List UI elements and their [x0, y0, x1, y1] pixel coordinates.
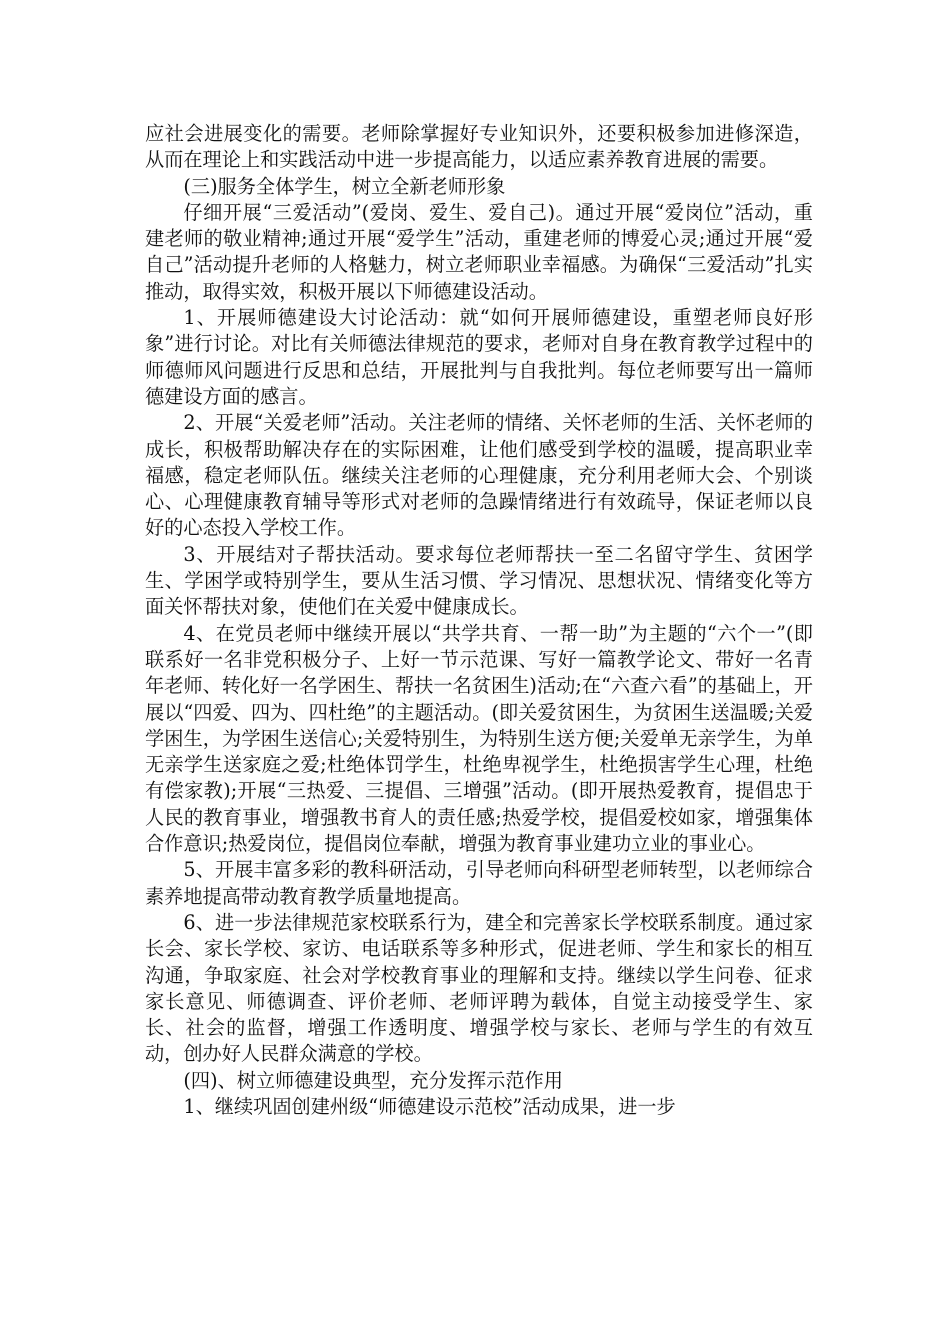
paragraph-continuation: 应社会进展变化的需要。老师除掌握好专业知识外，还要积极参加进修深造，从而在理论上和实践活动中进一步提高能力，以适应素养教育进展的需要。 [145, 122, 813, 172]
list-item-1: 1、开展师德建设大讨论活动：就“如何开展师德建设，重塑老师良好形象”进行讨论。对比有关师德法律规范的要求，老师对自身在教育教学过程中的师德师风问题进行反思和总结，开展批判与自我批判。每位老师要写出一篇师德建设方面的感言。 [145, 306, 813, 408]
section-heading-3: (三)服务全体学生，树立全新老师形象 [183, 174, 506, 198]
section-heading-4: (四)、树立师德建设典型，充分发挥示范作用 [183, 1068, 563, 1092]
list-item-2: 2、开展“关爱老师”活动。关注老师的情绪、关怀老师的生活、关怀老师的成长，积极帮助解决存在的实际困难，让他们感受到学校的温暖，提高职业幸福感，稳定老师队伍。继续关注老师的心理健康，充分利用老师大会、个别谈心、心理健康教育辅导等形式对老师的急躁情绪进行有效疏导，保证老师以良好的心态投入学校工作。 [145, 411, 813, 540]
paragraph: 仔细开展“三爱活动”(爱岗、爱生、爱自己)。通过开展“爱岗位”活动，重建老师的敬业精神;通过开展“爱学生”活动，重建老师的博爱心灵;通过开展“爱自己”活动提升老师的人格魅力，树立老师职业幸福感。为确保“三爱活动”扎实推动，取得实效，积极开展以下师德建设活动。 [145, 200, 813, 303]
document-body [145, 121, 813, 1120]
list-item-5: 5、开展丰富多彩的教科研活动，引导老师向科研型老师转型，以老师综合素养地提高带动教育教学质量地提高。 [145, 858, 813, 908]
list-item-6: 6、进一步法律规范家校联系行为，建全和完善家长学校联系制度。通过家长会、家长学校、家访、电话联系等多种形式，促进老师、学生和家长的相互沟通，争取家庭、社会对学校教育事业的理解和支持。继续以学生问卷、征求家长意见、师德调查、评价老师、老师评聘为载体，自觉主动接受学生、家长、社会的监督，增强工作透明度、增强学校与家长、老师与学生的有效互动，创办好人民群众满意的学校。 [145, 910, 813, 1066]
list-item-1-section-4: 1、继续巩固创建州级“师德建设示范校”活动成果，进一步 [183, 1094, 676, 1118]
list-item-3: 3、开展结对子帮扶活动。要求每位老师帮扶一至二名留守学生、贫困学生、学困学或特别学生，要从生活习惯、学习情况、思想状况、情绪变化等方面关怀帮扶对象，使他们在关爱中健康成长。 [145, 542, 813, 619]
list-item-4: 4、在党员老师中继续开展以“共学共育、一帮一助”为主题的“六个一”(即联系好一名非党积极分子、上好一节示范课、写好一篇教学论文、带好一名青年老师、转化好一名学困生、帮扶一名贫困生)活动;在“六查六看”的基础上，开展以“四爱、四为、四杜绝”的主题活动。(即关爱贫困生，为贫困生送温暖;关爱学困生，为学困生送信心;关爱特别生，为特别生送方便;关爱单无亲学生，为单无亲学生送家庭之爱;杜绝体罚学生，杜绝卑视学生，杜绝损害学生心理，杜绝有偿家教);开展“三热爱、三提倡、三增强”活动。(即开展热爱教育，提倡忠于人民的教育事业，增强教书育人的责任感;热爱学校，提倡爱校如家，增强集体合作意识;热爱岗位，提倡岗位奉献，增强为教育事业建功立业的事业心。 [145, 621, 813, 856]
